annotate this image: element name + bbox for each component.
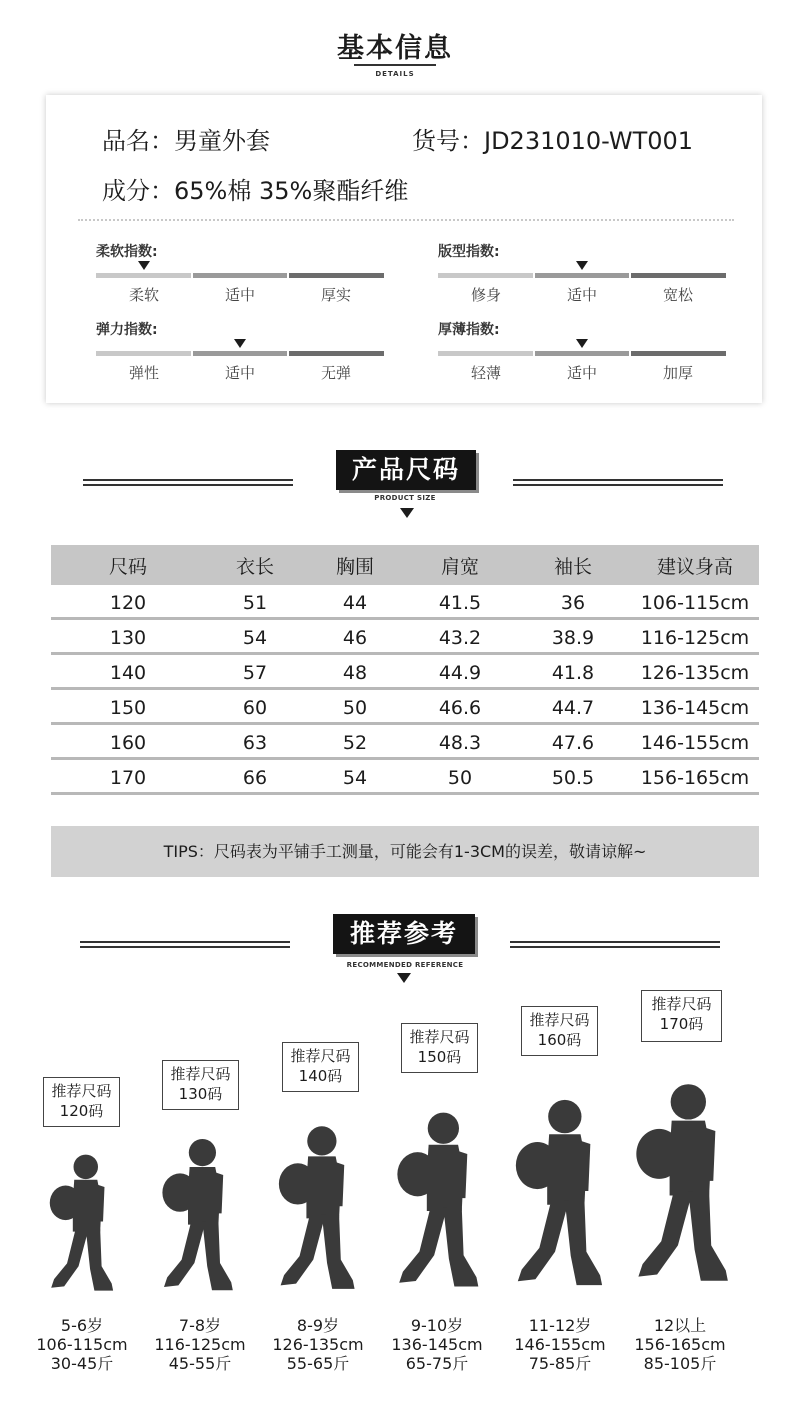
table-cell: 116-125cm [640, 626, 750, 649]
table-cell: 46 [342, 626, 368, 649]
recommend-tag [282, 1042, 359, 1092]
fit-meter [434, 241, 726, 307]
table-cell: 43.2 [438, 626, 482, 649]
child-silhouette-icon [390, 1102, 482, 1298]
table-cell: 120 [109, 591, 147, 614]
table-cell: 146-155cm [640, 731, 750, 754]
meter-options [438, 284, 726, 305]
tag-label: 推荐尺码 [409, 1028, 470, 1046]
table-cell: 126-135cm [640, 661, 750, 684]
product-material: 成分：65%棉 35%聚酯纤维 [102, 177, 409, 205]
recommend-section-subtitle: RECOMMENDED REFERENCE [346, 961, 464, 969]
size-tips-note: TIPS：尺码表为平铺手工测量，可能会有1-3CM的误差，敬请谅解~ [51, 826, 759, 877]
kid-height: 136-145cm [391, 1335, 483, 1354]
kid-age: 8-9岁 [296, 1316, 340, 1335]
meter-option: 适中 [224, 286, 255, 304]
meter-option: 弹性 [128, 364, 159, 382]
tag-size: 170码 [659, 1015, 704, 1033]
table-cell: 41.5 [438, 591, 482, 614]
meter-pointer-icon [576, 339, 588, 348]
size-section-title: 产品尺码 [336, 450, 476, 490]
kid-caption [148, 1316, 252, 1373]
kid-height: 146-155cm [514, 1335, 606, 1354]
kid-caption [628, 1316, 732, 1373]
child-silhouette-icon [44, 1148, 116, 1298]
kid-caption [385, 1316, 489, 1373]
meter-option: 适中 [566, 364, 597, 382]
meter-option: 无弹 [320, 364, 351, 382]
table-row [51, 725, 759, 760]
tag-label: 推荐尺码 [51, 1082, 112, 1100]
table-header-cell: 尺码 [108, 555, 147, 578]
child-silhouette-icon [156, 1132, 236, 1298]
banner-pointer-icon [400, 508, 414, 518]
table-cell: 156-165cm [640, 766, 750, 789]
table-cell: 44 [342, 591, 368, 614]
kid-height: 126-135cm [272, 1335, 364, 1354]
recommend-tag [401, 1023, 478, 1073]
basic-info-subtitle: DETAILS [0, 64, 790, 78]
kid-weight: 65-75斤 [405, 1354, 469, 1373]
meter-option: 宽松 [662, 286, 693, 304]
table-cell: 66 [242, 766, 268, 789]
table-cell: 160 [109, 731, 147, 754]
basic-info-card [46, 95, 762, 403]
tag-label: 推荐尺码 [170, 1065, 231, 1083]
kid-caption [30, 1316, 134, 1373]
banner-rule-right [513, 479, 723, 486]
table-header-cell: 衣长 [235, 555, 274, 578]
table-header-cell: 肩宽 [440, 555, 479, 578]
meter-option: 适中 [566, 286, 597, 304]
table-cell: 48 [342, 661, 368, 684]
kid-height: 116-125cm [154, 1335, 246, 1354]
table-header-cell: 建议身高 [656, 555, 733, 578]
banner-pointer-icon [397, 973, 411, 983]
kid-age: 12以上 [653, 1316, 707, 1335]
table-cell: 54 [242, 626, 268, 649]
product-sku: 货号：JD231010-WT001 [412, 127, 694, 155]
meter-options [438, 362, 726, 383]
table-cell: 50 [447, 766, 473, 789]
meter-label: 弹力指数: [96, 322, 158, 338]
recommend-tag [641, 990, 722, 1042]
tag-label: 推荐尺码 [651, 995, 712, 1013]
table-cell: 44.9 [438, 661, 482, 684]
meter-pointer-icon [138, 261, 150, 270]
thickness-meter [434, 319, 726, 385]
banner-rule-left [80, 941, 290, 948]
table-row [51, 585, 759, 620]
table-cell: 130 [109, 626, 147, 649]
kid-weight: 85-105斤 [643, 1354, 717, 1373]
child-silhouette-icon [508, 1088, 606, 1298]
table-cell: 54 [342, 766, 368, 789]
banner-rule-right [510, 941, 720, 948]
meter-option: 柔软 [128, 286, 159, 304]
softness-meter [92, 241, 384, 307]
kid-weight: 45-55斤 [168, 1354, 232, 1373]
meter-label: 厚薄指数: [438, 322, 500, 338]
kid-caption [266, 1316, 370, 1373]
banner-rule-left [83, 479, 293, 486]
basic-info-title: 基本信息 [337, 33, 453, 64]
table-row [51, 620, 759, 655]
recommend-section-title: 推荐参考 [333, 914, 475, 954]
table-cell: 44.7 [551, 696, 595, 719]
table-cell: 150 [109, 696, 147, 719]
kid-weight: 75-85斤 [528, 1354, 592, 1373]
child-silhouette-icon [272, 1118, 358, 1298]
size-section-subtitle: PRODUCT SIZE [374, 494, 436, 502]
meter-option: 适中 [224, 364, 255, 382]
table-cell: 170 [109, 766, 147, 789]
tag-size: 120码 [59, 1102, 104, 1120]
meter-pointer-icon [234, 339, 246, 348]
tag-size: 140码 [298, 1067, 343, 1085]
meter-bar [438, 351, 726, 356]
table-cell: 63 [242, 731, 268, 754]
table-cell: 60 [242, 696, 268, 719]
kid-age: 5-6岁 [60, 1316, 104, 1335]
tag-size: 150码 [417, 1048, 462, 1066]
table-cell: 36 [560, 591, 586, 614]
meter-bar [96, 273, 384, 278]
table-cell: 47.6 [551, 731, 595, 754]
kid-age: 9-10岁 [410, 1316, 464, 1335]
table-header-row [51, 545, 759, 585]
child-silhouette-icon [628, 1068, 732, 1298]
table-cell: 50.5 [551, 766, 595, 789]
kid-age: 11-12岁 [528, 1316, 592, 1335]
kid-height: 106-115cm [36, 1335, 128, 1354]
recommend-tag [43, 1077, 120, 1127]
table-cell: 136-145cm [640, 696, 750, 719]
tag-label: 推荐尺码 [529, 1011, 590, 1029]
table-header-cell: 袖长 [553, 555, 592, 578]
meter-bar [96, 351, 384, 356]
meter-bar [438, 273, 726, 278]
elasticity-meter [92, 319, 384, 385]
table-cell: 51 [242, 591, 268, 614]
kid-weight: 30-45斤 [50, 1354, 114, 1373]
table-row [51, 760, 759, 795]
meter-label: 版型指数: [438, 244, 500, 260]
meter-options [96, 284, 384, 305]
table-cell: 140 [109, 661, 147, 684]
table-cell: 57 [242, 661, 268, 684]
meter-label: 柔软指数: [96, 244, 158, 260]
tag-size: 160码 [537, 1031, 582, 1049]
table-cell: 38.9 [551, 626, 595, 649]
table-cell: 50 [342, 696, 368, 719]
table-cell: 41.8 [551, 661, 595, 684]
tag-label: 推荐尺码 [290, 1047, 351, 1065]
meter-option: 厚实 [320, 286, 351, 304]
meter-option: 加厚 [662, 364, 693, 382]
kid-height: 156-165cm [634, 1335, 726, 1354]
kid-caption [508, 1316, 612, 1373]
table-row [51, 655, 759, 690]
meter-options [96, 362, 384, 383]
table-header-cell: 胸围 [335, 555, 374, 578]
table-cell: 106-115cm [640, 591, 750, 614]
kid-age: 7-8岁 [178, 1316, 222, 1335]
product-name: 品名：男童外套 [102, 127, 270, 155]
table-row [51, 690, 759, 725]
kid-weight: 55-65斤 [286, 1354, 350, 1373]
table-cell: 46.6 [438, 696, 482, 719]
dotted-divider [78, 219, 734, 221]
size-table [51, 545, 759, 795]
table-cell: 48.3 [438, 731, 482, 754]
meter-option: 轻薄 [470, 364, 501, 382]
meter-option: 修身 [470, 286, 501, 304]
tag-size: 130码 [178, 1085, 223, 1103]
meter-pointer-icon [576, 261, 588, 270]
recommend-tag [521, 1006, 598, 1056]
recommend-tag [162, 1060, 239, 1110]
table-cell: 52 [342, 731, 368, 754]
